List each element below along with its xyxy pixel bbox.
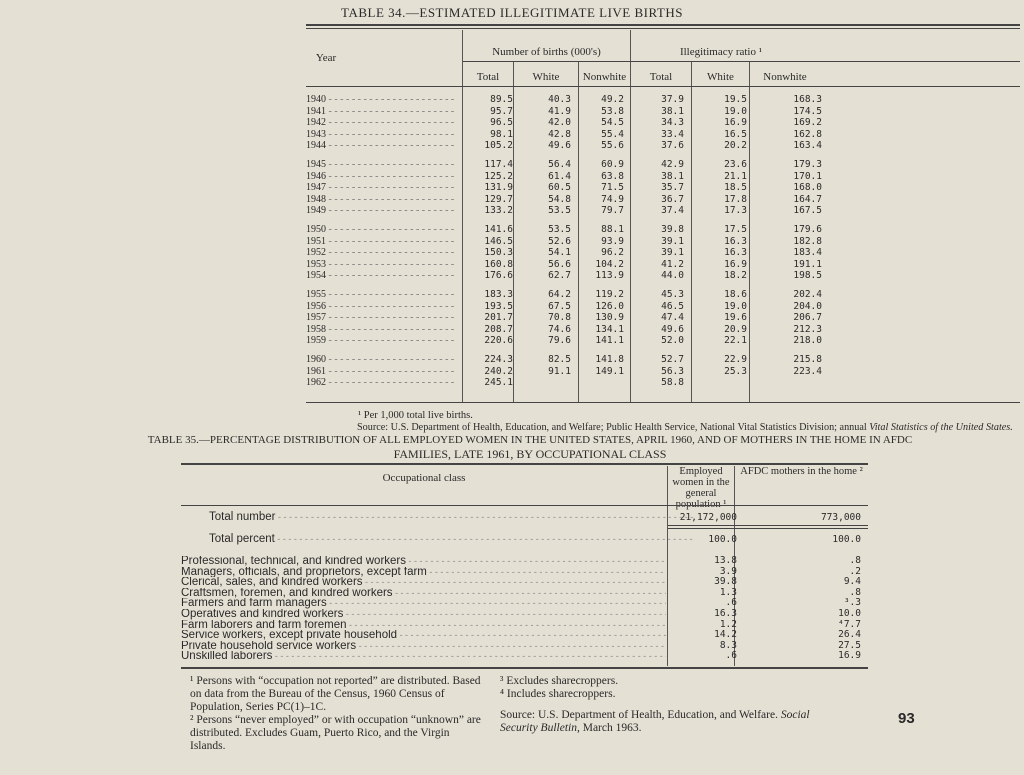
value-cell-bn: 141.1: [595, 335, 624, 347]
value-cell-bw: 54.8: [548, 193, 571, 205]
year-cell: 1957 - - -: [306, 312, 456, 324]
value-cell-bn: 54.5: [601, 117, 624, 129]
value-cell-bn: 53.8: [601, 105, 624, 117]
occupation-row: [181, 641, 868, 652]
value-cell-rw: 22.9: [724, 354, 747, 365]
value-cell-rt: 46.5: [661, 300, 684, 312]
employed-value: 1.3: [719, 586, 737, 598]
value-cell-bw: 53.5: [548, 224, 571, 235]
value-cell-rt: 47.4: [661, 312, 684, 324]
value-cell-rw: 17.8: [724, 193, 747, 205]
afdc-value: 9.4: [843, 576, 861, 588]
footnote-1: ¹ Persons with “occupation not reported” are distributed. Based on data from the Bureau of the Census, 1960 Census of Population, Series PC(1)–1C.: [190, 675, 481, 713]
year-group: [306, 224, 1020, 282]
value-cell-bt: 224.3: [484, 354, 513, 365]
table35-top-rule: [181, 463, 868, 465]
year-cell: 1958 - - -: [306, 324, 456, 336]
value-cell-bw: 56.6: [548, 258, 571, 270]
value-cell-bn: 96.2: [601, 247, 624, 259]
year-cell: 1942 - - -: [306, 117, 456, 129]
value-cell-rw: 19.0: [724, 105, 747, 117]
table35-footnotes-right: [500, 675, 830, 735]
value-cell-bw: 56.4: [548, 159, 571, 170]
table34-row: [306, 117, 1020, 129]
value-cell-rt: 39.8: [661, 224, 684, 235]
value-cell-bt: 193.5: [484, 300, 513, 312]
value-cell-bn: 88.1: [601, 224, 624, 235]
table34-top-rule: [306, 24, 1020, 26]
subtotal-rule: [668, 528, 868, 529]
year-group: [306, 159, 1020, 217]
value-cell-bw: 52.6: [548, 235, 571, 247]
afdc-value: 27.5: [838, 639, 861, 651]
occupation-label: Operatives and kindred workers - - -: [181, 609, 666, 620]
occupation-label: Farm laborers and farm foremen - - -: [181, 620, 666, 631]
value-cell-rn: 174.5: [793, 105, 822, 117]
value-cell-rw: 18.2: [724, 270, 747, 282]
occupation-label: Managers, officials, and proprietors, except farm - - -: [181, 567, 666, 578]
value-cell-bt: 129.7: [484, 193, 513, 205]
table34-row: [306, 354, 1020, 366]
births-group-header: Number of births (000's): [492, 46, 601, 58]
value-cell-rt: 37.9: [661, 94, 684, 105]
table34-row: [306, 247, 1020, 259]
value-cell-rt: 35.7: [661, 182, 684, 194]
year-cell: 1961 - - -: [306, 366, 456, 378]
year-cell: 1947 - - -: [306, 182, 456, 194]
occupation-label: Craftsmen, foremen, and kindred workers - - -: [181, 588, 666, 599]
value-cell-bn: 79.7: [601, 205, 624, 217]
value-cell-rw: 20.9: [724, 323, 747, 335]
value-cell-rt: 49.6: [661, 323, 684, 335]
value-cell-rw: 17.5: [724, 224, 747, 235]
occupation-row: [181, 588, 868, 599]
value-cell-bt: 98.1: [490, 128, 513, 140]
total-number-row: Total number - - - 21,172,000 773,000: [181, 511, 868, 524]
value-cell-bn: 149.1: [595, 365, 624, 377]
ratio-white-header: White: [707, 71, 734, 83]
value-cell-bt: 146.5: [484, 235, 513, 247]
value-cell-bt: 125.2: [484, 170, 513, 182]
value-cell-rn: 215.8: [793, 354, 822, 365]
value-cell-bt: 160.8: [484, 258, 513, 270]
value-cell-bt: 201.7: [484, 312, 513, 324]
value-cell-rn: 163.4: [793, 140, 822, 152]
employed-value: 13.8: [714, 555, 737, 566]
subtotal-rule: [668, 525, 868, 526]
table34-row: [306, 129, 1020, 141]
table34-row: [306, 259, 1020, 271]
afdc-header: AFDC mothers in the home ²: [740, 466, 863, 477]
value-cell-bw: 61.4: [548, 170, 571, 182]
value-cell-rn: 164.7: [793, 193, 822, 205]
value-cell-rn: 212.3: [793, 323, 822, 335]
header-bottom-rule: [306, 86, 1020, 87]
value-cell-rn: 182.8: [793, 235, 822, 247]
table34-source: Source: U.S. Department of Health, Education, and Welfare; Public Health Service, National Vital Statistics Division; annual Vital Statistics of the United States.: [357, 422, 1013, 433]
table34-row: [306, 94, 1020, 106]
value-cell-rw: 21.1: [724, 170, 747, 182]
year-group: [306, 289, 1020, 347]
value-cell-bt: 208.7: [484, 323, 513, 335]
table34-row: [306, 377, 1020, 389]
occupation-row: [181, 577, 868, 588]
value-cell-bn: 141.8: [595, 354, 624, 365]
table34-row: [306, 140, 1020, 152]
year-cell: 1960 - - -: [306, 354, 456, 366]
value-cell-bt: 96.5: [490, 117, 513, 129]
value-cell-bt: 117.4: [484, 159, 513, 170]
births-white-header: White: [532, 71, 560, 83]
year-cell: 1940 - - -: [306, 94, 456, 106]
value-cell-rt: 52.0: [661, 335, 684, 347]
value-cell-rt: 37.4: [661, 205, 684, 217]
occupation-row: [181, 609, 868, 620]
employed-value: .6: [725, 650, 737, 662]
table34-row: [306, 224, 1020, 236]
employed-value: 16.3: [714, 608, 737, 619]
value-cell-rn: 206.7: [793, 312, 822, 324]
value-cell-rt: 33.4: [661, 128, 684, 140]
afdc-value: 10.0: [838, 608, 861, 619]
value-cell-bw: 64.2: [548, 289, 571, 300]
value-cell-bt: 220.6: [484, 335, 513, 347]
afdc-value: 16.9: [838, 650, 861, 662]
value-cell-rt: 38.1: [661, 170, 684, 182]
afdc-value: .8: [849, 586, 861, 598]
value-cell-bt: 131.9: [484, 182, 513, 194]
afdc-value: .2: [849, 565, 861, 577]
value-cell-rw: 18.6: [724, 289, 747, 300]
value-cell-bt: 105.2: [484, 140, 513, 152]
value-cell-bw: 42.8: [548, 128, 571, 140]
value-cell-rn: 183.4: [793, 247, 822, 259]
value-cell-bn: 55.6: [601, 140, 624, 152]
value-cell-bt: 183.3: [484, 289, 513, 300]
value-cell-bn: 49.2: [601, 94, 624, 105]
value-cell-rt: 52.7: [661, 354, 684, 365]
table35-source: Source: U.S. Department of Health, Education, and Welfare. Social Security Bulletin, March 1963.: [500, 709, 810, 734]
value-cell-rw: 19.5: [724, 94, 747, 105]
table34-footnote: ¹ Per 1,000 total live births.: [358, 410, 473, 421]
value-cell-bt: 150.3: [484, 247, 513, 259]
value-cell-bn: 104.2: [595, 258, 624, 270]
occupation-row: [181, 630, 868, 641]
value-cell-bw: 49.6: [548, 140, 571, 152]
births-total-header: Total: [476, 71, 500, 83]
value-cell-rn: 168.0: [793, 182, 822, 194]
value-cell-rw: 19.6: [724, 312, 747, 324]
year-cell: 1956 - - -: [306, 301, 456, 313]
value-cell-rw: 16.9: [724, 117, 747, 129]
employed-value: 3.9: [719, 565, 737, 577]
value-cell-rn: 170.1: [793, 170, 822, 182]
table34-row: [306, 301, 1020, 313]
footnote-3: ³ Excludes sharecroppers.: [500, 675, 619, 687]
value-cell-bn: 126.0: [595, 300, 624, 312]
occupation-label: Unskilled laborers - - -: [181, 651, 666, 662]
value-cell-bn: 55.4: [601, 128, 624, 140]
value-cell-bt: 141.6: [484, 224, 513, 235]
value-cell-bw: 79.6: [548, 335, 571, 347]
value-cell-rt: 58.8: [661, 377, 684, 389]
table34-title: TABLE 34.—ESTIMATED ILLEGITIMATE LIVE BIRTHS: [341, 5, 683, 20]
occupation-label: Clerical, sales, and kindred workers - - -: [181, 577, 666, 588]
year-cell: 1952 - - -: [306, 247, 456, 259]
value-cell-rw: 20.2: [724, 140, 747, 152]
table34-row: [306, 194, 1020, 206]
year-cell: 1945 - - -: [306, 159, 456, 171]
value-cell-bt: 240.2: [484, 365, 513, 377]
value-cell-rt: 38.1: [661, 105, 684, 117]
value-cell-bn: 74.9: [601, 193, 624, 205]
year-group: [306, 94, 1020, 152]
value-cell-bn: 71.5: [601, 182, 624, 194]
table34-row: [306, 182, 1020, 194]
value-cell-bw: 67.5: [548, 300, 571, 312]
value-cell-rn: 167.5: [793, 205, 822, 217]
year-cell: 1955 - - -: [306, 289, 456, 301]
table35-title: TABLE 35.—PERCENTAGE DISTRIBUTION OF ALL EMPLOYED WOMEN IN THE UNITED STATES, APRIL 1960, AND OF MOTHERS IN THE HOME IN AFDC FAMILIES, LATE 1961, BY OCCUPATIONAL CLASS: [147, 434, 913, 461]
table34-row: [306, 324, 1020, 336]
value-cell-bw: 53.5: [548, 205, 571, 217]
table34-row: [306, 312, 1020, 324]
value-cell-rn: 179.6: [793, 224, 822, 235]
value-cell-rw: 16.3: [724, 235, 747, 247]
occupation-row: [181, 651, 868, 662]
value-cell-bn: 113.9: [595, 270, 624, 282]
table34-row: [306, 236, 1020, 248]
value-cell-bt: 133.2: [484, 205, 513, 217]
table35-bottom-rule: [181, 667, 868, 669]
value-cell-rw: 16.3: [724, 247, 747, 259]
value-cell-rt: 45.3: [661, 289, 684, 300]
employed-value: 14.2: [714, 629, 737, 641]
employed-header: Employed women in the general: [672, 466, 730, 499]
value-cell-rn: 218.0: [793, 335, 822, 347]
table34-top-rule-thin: [306, 28, 1020, 29]
occupation-header: Occupational class: [382, 472, 466, 484]
value-cell-bw: 42.0: [548, 117, 571, 129]
value-cell-bn: 130.9: [595, 312, 624, 324]
occupation-label: Service workers, except private household - - -: [181, 630, 666, 641]
value-cell-rt: 36.7: [661, 193, 684, 205]
value-cell-rt: 39.1: [661, 247, 684, 259]
value-cell-rw: 19.0: [724, 300, 747, 312]
value-cell-rw: 16.5: [724, 128, 747, 140]
table34-bottom-rule: [306, 402, 1020, 403]
occupation-row: [181, 598, 868, 609]
value-cell-rt: 41.2: [661, 258, 684, 270]
value-cell-rt: 37.6: [661, 140, 684, 152]
header-rule: [463, 61, 1020, 62]
value-cell-rt: 34.3: [661, 117, 684, 129]
value-cell-rt: 39.1: [661, 235, 684, 247]
occupation-label: Professional, technical, and kindred workers - - -: [181, 556, 666, 567]
afdc-value: ⁴7.7: [838, 618, 861, 630]
value-cell-rn: 169.2: [793, 117, 822, 129]
value-cell-bw: 82.5: [548, 354, 571, 365]
value-cell-bt: 176.6: [484, 270, 513, 282]
table34-row: [306, 159, 1020, 171]
value-cell-rn: 202.4: [793, 289, 822, 300]
value-cell-bn: 93.9: [601, 235, 624, 247]
afdc-value: ³.3: [843, 597, 861, 609]
value-cell-rn: 179.3: [793, 159, 822, 170]
table35-footnotes-left: [190, 675, 485, 753]
year-cell: 1959 - - -: [306, 335, 456, 347]
value-cell-rn: 168.3: [793, 94, 822, 105]
value-cell-bw: 74.6: [548, 323, 571, 335]
employed-value: 1.2: [719, 618, 737, 630]
year-cell: 1944 - - -: [306, 140, 456, 152]
year-cell: 1949 - - -: [306, 205, 456, 217]
occupation-row: [181, 567, 868, 578]
value-cell-bw: 70.8: [548, 312, 571, 324]
occupation-label: Private household service workers - - -: [181, 641, 666, 652]
value-cell-rw: 18.5: [724, 182, 747, 194]
value-cell-bn: 134.1: [595, 323, 624, 335]
employed-value: .6: [725, 597, 737, 609]
value-cell-bt: 95.7: [490, 105, 513, 117]
value-cell-rw: 23.6: [724, 159, 747, 170]
ratio-total-header: Total: [649, 71, 673, 83]
table34-row: [306, 366, 1020, 378]
value-cell-bw: 41.9: [548, 105, 571, 117]
value-cell-rw: 25.3: [724, 365, 747, 377]
year-cell: 1950 - - -: [306, 224, 456, 236]
occupation-row: [181, 620, 868, 631]
table34-row: [306, 171, 1020, 183]
value-cell-bn: 60.9: [601, 159, 624, 170]
value-cell-bt: 245.1: [484, 377, 513, 389]
year-cell: 1951 - - -: [306, 236, 456, 248]
value-cell-rt: 44.0: [661, 270, 684, 282]
value-cell-bw: 54.1: [548, 247, 571, 259]
value-cell-rw: 16.9: [724, 258, 747, 270]
table34-row: [306, 205, 1020, 217]
table34-row: [306, 106, 1020, 118]
value-cell-rn: 223.4: [793, 365, 822, 377]
occupation-row: [181, 556, 868, 567]
value-cell-bw: 60.5: [548, 182, 571, 194]
year-cell: 1962 - - -: [306, 377, 456, 389]
ratio-nonwhite-header: Nonwhite: [763, 71, 807, 83]
value-cell-bn: 63.8: [601, 170, 624, 182]
occupation-label: Farmers and farm managers - - -: [181, 598, 666, 609]
value-cell-rn: 162.8: [793, 128, 822, 140]
value-cell-rt: 56.3: [661, 365, 684, 377]
year-header: Year: [315, 52, 337, 64]
value-cell-rw: 22.1: [724, 335, 747, 347]
employed-value: 39.8: [714, 576, 737, 588]
year-cell: 1948 - - -: [306, 194, 456, 206]
year-cell: 1946 - - -: [306, 171, 456, 183]
year-cell: 1954 - - -: [306, 270, 456, 282]
value-cell-rw: 17.3: [724, 205, 747, 217]
value-cell-bt: 89.5: [490, 94, 513, 105]
table34-row: [306, 335, 1020, 347]
ratio-group-header: Illegitimacy ratio ¹: [679, 46, 763, 58]
afdc-value: 26.4: [838, 629, 861, 641]
table34-row: [306, 289, 1020, 301]
footnote-2: ² Persons “never employed” or with occupation “unknown” are distributed. Excludes Guam, Puerto Rico, and the Virgin Islands.: [190, 714, 481, 752]
footnote-4: ⁴ Includes sharecroppers.: [500, 688, 616, 700]
year-cell: 1943 - - -: [306, 129, 456, 141]
year-cell: 1953 - - -: [306, 259, 456, 271]
value-cell-bw: 91.1: [548, 365, 571, 377]
value-cell-bw: 62.7: [548, 270, 571, 282]
total-percent-row: Total percent - - - 100.0 100.0: [181, 533, 868, 546]
value-cell-rn: 204.0: [793, 300, 822, 312]
table34-row: [306, 270, 1020, 282]
page-number: 93: [898, 710, 915, 727]
value-cell-bw: 40.3: [548, 94, 571, 105]
value-cell-rn: 198.5: [793, 270, 822, 282]
employed-value: 8.3: [719, 639, 737, 651]
value-cell-bn: 119.2: [595, 289, 624, 300]
value-cell-rt: 42.9: [661, 159, 684, 170]
births-nonwhite-header: Nonwhite: [582, 71, 627, 83]
afdc-value: .8: [849, 555, 861, 566]
year-group: [306, 354, 1020, 389]
table35-header-rule: [181, 505, 868, 506]
year-cell: 1941 - - -: [306, 106, 456, 118]
value-cell-rn: 191.1: [793, 258, 822, 270]
